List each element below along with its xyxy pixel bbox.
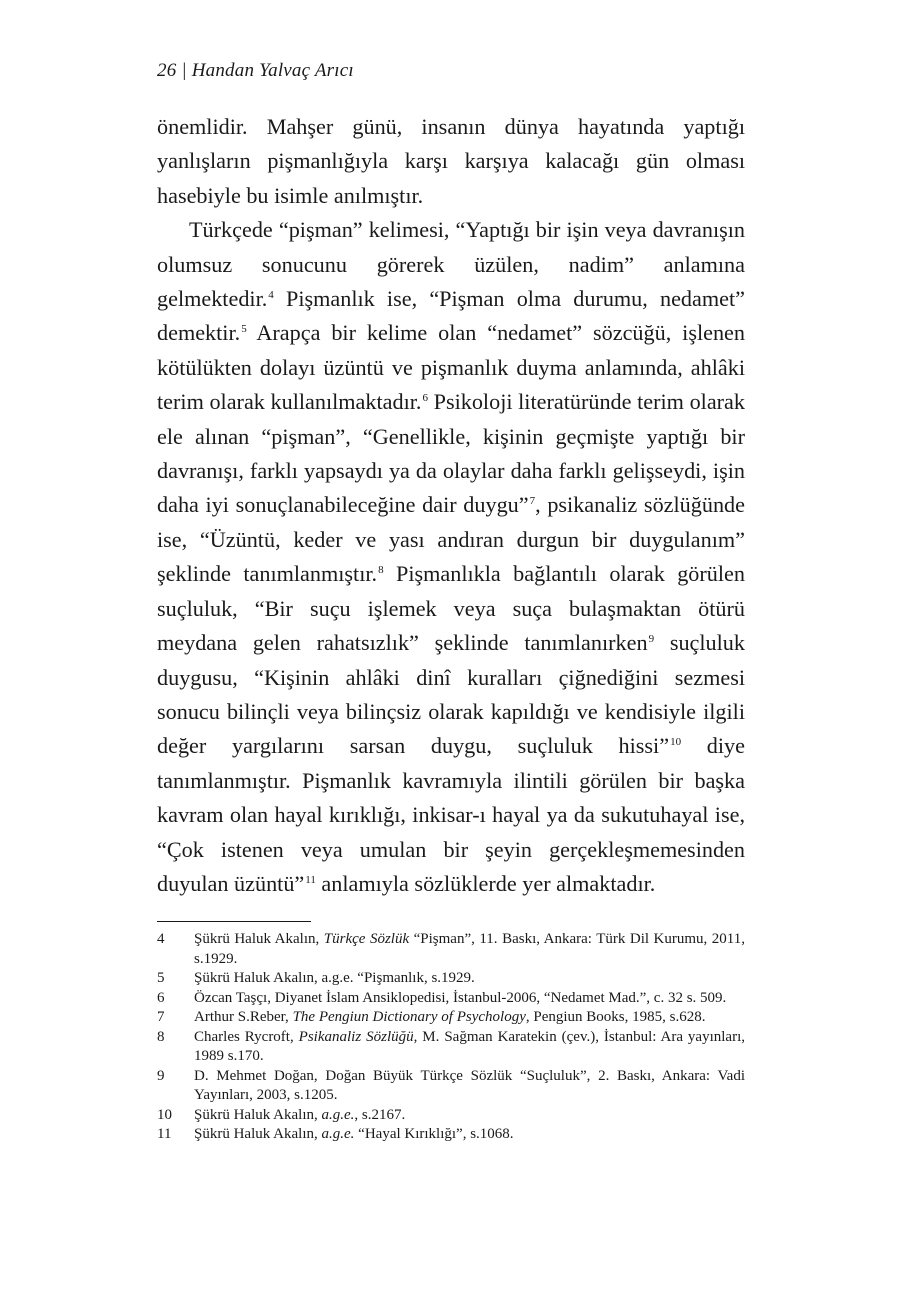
footnote-text-part: Şükrü Haluk Akalın, — [194, 1106, 322, 1123]
paragraph-1 — [157, 110, 745, 213]
footnote-list — [157, 930, 745, 1145]
footnote-number: 11 — [157, 1126, 172, 1143]
footnote-text — [194, 989, 745, 1009]
footnote-ref-5[interactable]: 5 — [241, 323, 247, 336]
footnote-item — [157, 1125, 745, 1145]
footnote-text — [194, 1008, 745, 1028]
footnote-title: The Pengiun Dictionary of Psychology — [292, 1009, 526, 1026]
footnote-text-part: , M. Sağman Karatekin (çev.), İstanbul: Ara yayınları, 1989 s.170. — [194, 1028, 745, 1065]
footnote-text-part: Arthur S.Reber, — [194, 1009, 293, 1026]
footnote-item — [157, 1008, 745, 1028]
paragraph-2-segment: Türkçede “pişman” kelimesi, “Yaptığı bir işin veya davranışın olumsuz sonucunu görerek üzülen, nadim” anlamına gelmektedir. — [157, 217, 745, 312]
footnote-title: a.g.e. — [321, 1126, 355, 1143]
footnote-title: Türkçe Sözlük — [323, 931, 410, 948]
footnote-text-part: “Pişman”, 11. Baskı, Ankara: Türk Dil Kurumu, 2011, s.1929. — [194, 931, 745, 967]
footnote-text-part: Şükrü Haluk Akalın, — [194, 1126, 322, 1143]
footnote-text-part: Şükrü Haluk Akalın, a.g.e. “Pişmanlık, s.1929. — [194, 970, 475, 987]
footnote-item — [157, 989, 745, 1009]
footnote-number: 5 — [157, 970, 165, 987]
paragraph-2-segment: Psikoloji literatüründe terim olarak ele alınan “pişman”, “Genellikle, kişinin geçmişte yaptığı bir davranışı, farklı yapsaydı ya da olaylar daha farklı gelişseydi, işin daha iyi sonuçlanabileceğine dair duygu” — [157, 389, 746, 518]
footnote-number: 10 — [157, 1106, 172, 1123]
footnote-number: 8 — [157, 1028, 165, 1045]
footnote-title: Psikanaliz Sözlüğü — [298, 1028, 414, 1045]
paragraph-2-segment: anlamıyla sözlüklerde yer almaktadır. — [315, 870, 656, 896]
body-text — [157, 110, 745, 901]
footnote-ref-11[interactable]: 11 — [305, 873, 316, 886]
footnote-text — [194, 1067, 745, 1106]
paragraph-2-segment: , psikanaliz sözlüğünde ise, “Üzüntü, keder ve yası andıran durgun bir duygulanım” şeklinde tanımlanmıştır. — [157, 492, 745, 587]
footnote-text-part: “Hayal Kırıklığı”, s.1068. — [354, 1126, 514, 1143]
footnote-ref-9[interactable]: 9 — [648, 632, 655, 645]
footnote-item — [157, 930, 745, 969]
footnote-text-part: Şükrü Haluk Akalın, — [194, 931, 324, 948]
footnote-item — [157, 1067, 745, 1106]
paragraph-2-segment: suçluluk duygusu, “Kişinin ahlâki dinî kuralları çiğnediğini sezmesi sonucu bilinçli veya bilinçsiz olarak kapıldığı ve kendisiyle ilgili değer yargılarını sarsan duygu, suçluluk hissi” — [157, 630, 745, 759]
footnote-divider — [157, 921, 311, 922]
running-header: 26 | Handan Yalvaç Arıcı — [157, 60, 354, 81]
footnote-ref-4[interactable]: 4 — [268, 288, 274, 301]
paragraph-2-segment: Pişmanlık ise, “Pişman olma durumu, nedamet” demektir. — [157, 286, 745, 346]
footnote-text-part: Özcan Taşçı, Diyanet İslam Ansiklopedisi, İstanbul-2006, “Nedamet Mad.”, c. 32 s. 509. — [194, 989, 727, 1006]
footnote-text-part: Charles Rycroft, — [194, 1028, 299, 1045]
footnote-ref-6[interactable]: 6 — [422, 391, 428, 404]
book-page — [157, 60, 745, 1145]
footnote-number: 6 — [157, 989, 165, 1006]
footnote-text — [194, 930, 745, 969]
footnote-ref-7[interactable]: 7 — [529, 495, 536, 508]
footnote-text — [194, 1106, 745, 1126]
footnote-item — [157, 969, 745, 989]
paragraph-2 — [157, 213, 745, 901]
footnote-text-part: D. Mehmet Doğan, Doğan Büyük Türkçe Sözlük “Suçluluk”, 2. Baskı, Ankara: Vadi Yayınları, 2003, s.1205. — [194, 1067, 745, 1104]
footnote-number: 9 — [157, 1067, 165, 1084]
paragraph-2-segment: diye tanımlanmıştır. Pişmanlık kavramıyla ilintili görülen bir başka kavram olan hayal kırıklığı, inkisar-ı hayal ya da sukutuhayal ise, “Çok istenen veya umulan bir şeyin gerçekleşmemesinden duyulan üzüntü” — [157, 733, 745, 896]
footnote-text-part: , Pengiun Books, 1985, s.628. — [525, 1009, 706, 1026]
paragraph-1-text: önemlidir. Mahşer günü, insanın dünya hayatında yaptığı yanlışların pişmanlığıyla karşı karşıya kalacağı gün olması hasebiyle bu isimle anılmıştır. — [157, 114, 745, 208]
footnote-text — [194, 969, 745, 989]
footnote-ref-8[interactable]: 8 — [378, 563, 384, 576]
footnote-item — [157, 1106, 745, 1126]
paragraph-2-segment: Arapça bir kelime olan “nedamet” sözcüğü, işlenen kötülükten dolayı üzüntü ve pişmanlık duyma anlamında, ahlâki terim olarak kullanılmaktadır. — [157, 320, 745, 415]
paragraph-2-segment: Pişmanlıkla bağlantılı olarak görülen suçluluk, “Bir suçu işlemek veya suça bulaşmaktan ötürü meydana gelen rahatsızlık” şeklinde tanımlanırken — [157, 561, 745, 656]
footnote-text — [194, 1125, 745, 1145]
footnote-ref-10[interactable]: 10 — [670, 735, 682, 748]
footnote-item — [157, 1028, 745, 1067]
footnote-number: 7 — [157, 1009, 165, 1026]
footnote-text-part: , s.2167. — [354, 1106, 406, 1123]
footnote-title: a.g.e. — [321, 1106, 355, 1123]
footnote-text — [194, 1028, 745, 1067]
footnote-number: 4 — [157, 931, 165, 948]
